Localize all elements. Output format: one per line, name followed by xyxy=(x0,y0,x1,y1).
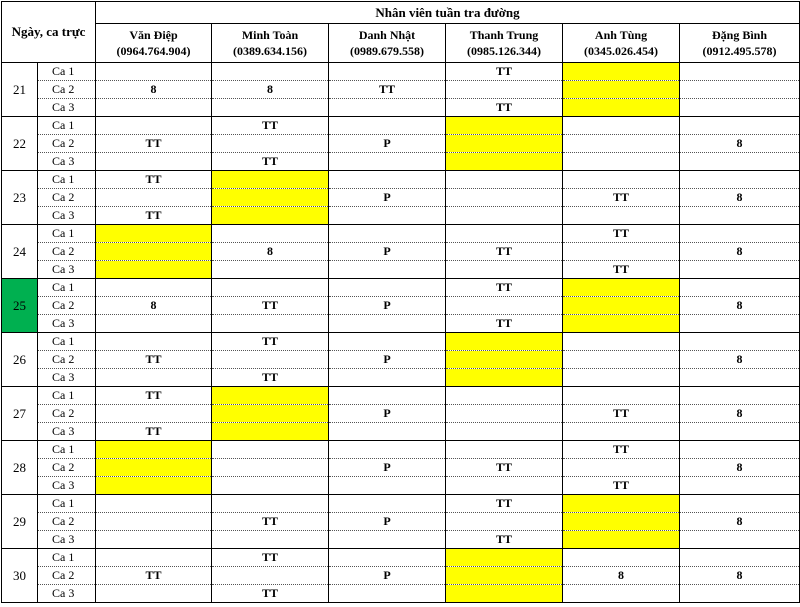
staff-phone: (0985.126.344) xyxy=(467,44,541,58)
duty-cell xyxy=(329,225,446,243)
duty-cell: P xyxy=(329,243,446,261)
shift-row xyxy=(2,171,800,189)
duty-cell: TT xyxy=(446,279,563,297)
off-day-cell xyxy=(212,207,329,225)
shift-row xyxy=(2,189,800,207)
shift-row xyxy=(2,405,800,423)
header-row-group xyxy=(2,2,800,24)
duty-cell: TT xyxy=(212,513,329,531)
duty-cell: TT xyxy=(563,477,680,495)
duty-cell xyxy=(212,459,329,477)
duty-cell xyxy=(329,315,446,333)
duty-cell: TT xyxy=(212,333,329,351)
staff-phone: (0389.634.156) xyxy=(233,44,307,58)
duty-cell xyxy=(96,99,212,117)
day-label: 25 xyxy=(2,279,38,333)
duty-cell xyxy=(563,585,680,603)
off-day-cell xyxy=(96,441,212,459)
day-label: 24 xyxy=(2,225,38,279)
corner-header: Ngày, ca trực xyxy=(2,2,96,63)
duty-cell: TT xyxy=(96,387,212,405)
duty-cell xyxy=(446,387,563,405)
duty-cell xyxy=(680,207,800,225)
shift-label: Ca 2 xyxy=(38,513,96,531)
off-day-cell xyxy=(563,99,680,117)
duty-cell: TT xyxy=(96,351,212,369)
duty-cell: P xyxy=(329,405,446,423)
shift-row xyxy=(2,81,800,99)
duty-cell: TT xyxy=(212,549,329,567)
day-label: 30 xyxy=(2,549,38,603)
staff-phone: (0912.495.578) xyxy=(702,44,777,58)
duty-cell xyxy=(329,477,446,495)
off-day-cell xyxy=(96,225,212,243)
off-day-cell xyxy=(446,117,563,135)
duty-cell xyxy=(329,387,446,405)
shift-label: Ca 2 xyxy=(38,351,96,369)
off-day-cell xyxy=(563,297,680,315)
off-day-cell xyxy=(96,243,212,261)
duty-cell xyxy=(563,423,680,441)
shift-row xyxy=(2,153,800,171)
duty-cell xyxy=(96,513,212,531)
duty-cell xyxy=(680,549,800,567)
shift-row xyxy=(2,477,800,495)
duty-cell: TT xyxy=(563,405,680,423)
duty-cell xyxy=(446,477,563,495)
day-label: 29 xyxy=(2,495,38,549)
shift-row xyxy=(2,459,800,477)
off-day-cell xyxy=(446,333,563,351)
duty-cell xyxy=(329,279,446,297)
duty-cell xyxy=(446,261,563,279)
duty-cell xyxy=(96,117,212,135)
shift-label: Ca 1 xyxy=(38,279,96,297)
off-day-cell xyxy=(96,459,212,477)
duty-cell xyxy=(329,117,446,135)
duty-cell: TT xyxy=(96,567,212,585)
day-label: 23 xyxy=(2,171,38,225)
shift-label: Ca 3 xyxy=(38,369,96,387)
staff-phone: (0964.764.904) xyxy=(116,44,191,58)
duty-cell xyxy=(212,531,329,549)
shift-label: Ca 1 xyxy=(38,441,96,459)
duty-cell xyxy=(96,585,212,603)
off-day-cell xyxy=(446,135,563,153)
off-day-cell xyxy=(563,279,680,297)
duty-cell xyxy=(563,387,680,405)
off-day-cell xyxy=(563,495,680,513)
duty-cell: TT xyxy=(212,297,329,315)
off-day-cell xyxy=(446,351,563,369)
duty-cell xyxy=(563,135,680,153)
duty-cell xyxy=(212,567,329,585)
duty-cell xyxy=(96,369,212,387)
duty-cell xyxy=(446,225,563,243)
shift-label: Ca 3 xyxy=(38,153,96,171)
staff-name: Anh Tùng xyxy=(594,28,648,42)
staff-header-5 xyxy=(680,24,800,63)
duty-cell xyxy=(680,387,800,405)
duty-cell xyxy=(212,225,329,243)
duty-cell xyxy=(329,99,446,117)
shift-label: Ca 1 xyxy=(38,333,96,351)
shift-label: Ca 3 xyxy=(38,477,96,495)
shift-row xyxy=(2,261,800,279)
shift-label: Ca 1 xyxy=(38,63,96,81)
duty-cell xyxy=(680,585,800,603)
shift-row xyxy=(2,135,800,153)
duty-cell xyxy=(680,63,800,81)
duty-roster-table xyxy=(1,1,800,603)
day-label: 22 xyxy=(2,117,38,171)
shift-label: Ca 2 xyxy=(38,81,96,99)
duty-cell xyxy=(680,495,800,513)
off-day-cell xyxy=(96,261,212,279)
shift-row xyxy=(2,279,800,297)
duty-cell xyxy=(563,153,680,171)
duty-cell xyxy=(680,117,800,135)
shift-label: Ca 1 xyxy=(38,117,96,135)
duty-cell xyxy=(96,153,212,171)
duty-cell xyxy=(96,189,212,207)
duty-cell: TT xyxy=(212,117,329,135)
duty-cell: P xyxy=(329,513,446,531)
shift-row xyxy=(2,99,800,117)
staff-phone: (0345.026.454) xyxy=(584,44,658,58)
duty-cell: TT xyxy=(212,153,329,171)
shift-row xyxy=(2,243,800,261)
shift-label: Ca 1 xyxy=(38,495,96,513)
duty-cell: P xyxy=(329,297,446,315)
duty-cell xyxy=(680,441,800,459)
duty-cell: TT xyxy=(446,99,563,117)
duty-cell xyxy=(96,549,212,567)
staff-header-3 xyxy=(446,24,563,63)
shift-label: Ca 2 xyxy=(38,189,96,207)
duty-cell: P xyxy=(329,459,446,477)
duty-cell xyxy=(96,531,212,549)
duty-cell xyxy=(96,63,212,81)
duty-cell xyxy=(680,171,800,189)
shift-row xyxy=(2,441,800,459)
off-day-cell xyxy=(212,189,329,207)
roster-body xyxy=(2,63,800,603)
duty-cell xyxy=(446,171,563,189)
duty-cell xyxy=(329,333,446,351)
duty-cell xyxy=(212,135,329,153)
duty-cell: TT xyxy=(563,225,680,243)
duty-cell: 8 xyxy=(680,459,800,477)
shift-label: Ca 3 xyxy=(38,531,96,549)
duty-cell: TT xyxy=(212,369,329,387)
duty-cell xyxy=(563,351,680,369)
duty-cell xyxy=(680,99,800,117)
day-label: 21 xyxy=(2,63,38,117)
duty-cell xyxy=(563,207,680,225)
duty-cell: TT xyxy=(96,423,212,441)
staff-name: Đặng Bình xyxy=(711,28,768,42)
staff-name: Danh Nhật xyxy=(358,28,416,42)
off-day-cell xyxy=(446,369,563,387)
duty-cell xyxy=(680,423,800,441)
duty-cell: TT xyxy=(563,189,680,207)
duty-cell xyxy=(680,261,800,279)
duty-cell: 8 xyxy=(680,189,800,207)
shift-row xyxy=(2,63,800,81)
duty-cell xyxy=(446,513,563,531)
duty-cell xyxy=(212,495,329,513)
duty-cell: P xyxy=(329,351,446,369)
off-day-cell xyxy=(563,81,680,99)
shift-label: Ca 3 xyxy=(38,207,96,225)
off-day-cell xyxy=(563,63,680,81)
duty-cell xyxy=(680,279,800,297)
duty-cell xyxy=(329,261,446,279)
duty-cell xyxy=(329,153,446,171)
off-day-cell xyxy=(212,171,329,189)
shift-row xyxy=(2,495,800,513)
duty-cell: TT xyxy=(212,585,329,603)
duty-cell xyxy=(680,477,800,495)
duty-cell: 8 xyxy=(212,243,329,261)
shift-row xyxy=(2,333,800,351)
staff-phone: (0989.679.558) xyxy=(350,44,424,58)
duty-cell xyxy=(212,315,329,333)
staff-header-4 xyxy=(563,24,680,63)
duty-cell xyxy=(563,171,680,189)
day-label: 28 xyxy=(2,441,38,495)
day-label: 26 xyxy=(2,333,38,387)
shift-label: Ca 1 xyxy=(38,387,96,405)
off-day-cell xyxy=(212,387,329,405)
shift-label: Ca 1 xyxy=(38,171,96,189)
duty-cell xyxy=(212,477,329,495)
duty-cell: TT xyxy=(446,243,563,261)
duty-cell: 8 xyxy=(680,135,800,153)
off-day-cell xyxy=(96,477,212,495)
shift-row xyxy=(2,387,800,405)
duty-cell xyxy=(680,531,800,549)
duty-cell xyxy=(446,441,563,459)
staff-group-header: Nhân viên tuần tra đường xyxy=(96,2,800,24)
shift-row xyxy=(2,207,800,225)
duty-cell xyxy=(680,153,800,171)
shift-label: Ca 3 xyxy=(38,99,96,117)
shift-row xyxy=(2,531,800,549)
duty-cell xyxy=(446,405,563,423)
duty-cell xyxy=(329,585,446,603)
duty-cell: P xyxy=(329,189,446,207)
duty-cell xyxy=(212,441,329,459)
staff-header-1 xyxy=(212,24,329,63)
off-day-cell xyxy=(563,315,680,333)
duty-cell xyxy=(680,369,800,387)
duty-cell: TT xyxy=(446,63,563,81)
duty-cell: TT xyxy=(446,315,563,333)
header-row-staff xyxy=(2,24,800,63)
duty-cell: TT xyxy=(96,135,212,153)
shift-row xyxy=(2,351,800,369)
duty-cell: 8 xyxy=(680,297,800,315)
duty-cell xyxy=(96,315,212,333)
shift-row xyxy=(2,117,800,135)
shift-label: Ca 2 xyxy=(38,135,96,153)
duty-cell xyxy=(96,405,212,423)
duty-cell xyxy=(563,459,680,477)
shift-label: Ca 2 xyxy=(38,567,96,585)
duty-cell xyxy=(563,369,680,387)
duty-cell xyxy=(329,423,446,441)
duty-cell xyxy=(212,261,329,279)
staff-name: Minh Toàn xyxy=(241,28,299,42)
shift-label: Ca 2 xyxy=(38,459,96,477)
duty-cell: P xyxy=(329,567,446,585)
shift-row xyxy=(2,567,800,585)
duty-cell xyxy=(680,225,800,243)
off-day-cell xyxy=(446,585,563,603)
duty-cell xyxy=(329,531,446,549)
shift-label: Ca 3 xyxy=(38,585,96,603)
shift-label: Ca 1 xyxy=(38,225,96,243)
duty-cell xyxy=(329,63,446,81)
duty-cell xyxy=(563,333,680,351)
shift-row xyxy=(2,315,800,333)
duty-cell: 8 xyxy=(680,405,800,423)
duty-cell xyxy=(212,63,329,81)
duty-cell xyxy=(446,189,563,207)
duty-cell: TT xyxy=(329,81,446,99)
shift-label: Ca 2 xyxy=(38,405,96,423)
duty-cell: TT xyxy=(446,459,563,477)
duty-cell: 8 xyxy=(563,567,680,585)
duty-cell xyxy=(329,171,446,189)
duty-cell: 8 xyxy=(680,351,800,369)
duty-cell xyxy=(446,297,563,315)
duty-cell xyxy=(96,279,212,297)
duty-cell xyxy=(680,315,800,333)
staff-name: Văn Điệp xyxy=(129,28,178,42)
duty-cell: TT xyxy=(563,441,680,459)
staff-name: Thanh Trung xyxy=(469,28,539,42)
duty-cell xyxy=(446,423,563,441)
shift-label: Ca 2 xyxy=(38,243,96,261)
duty-cell xyxy=(96,495,212,513)
duty-cell xyxy=(329,495,446,513)
shift-row xyxy=(2,423,800,441)
duty-cell xyxy=(446,207,563,225)
shift-row xyxy=(2,549,800,567)
off-day-cell xyxy=(563,531,680,549)
duty-cell: P xyxy=(329,135,446,153)
duty-cell: TT xyxy=(563,261,680,279)
shift-label: Ca 3 xyxy=(38,315,96,333)
shift-label: Ca 3 xyxy=(38,261,96,279)
staff-header-2 xyxy=(329,24,446,63)
shift-row xyxy=(2,297,800,315)
shift-row xyxy=(2,585,800,603)
off-day-cell xyxy=(212,405,329,423)
duty-cell xyxy=(329,207,446,225)
duty-cell: TT xyxy=(96,207,212,225)
duty-cell xyxy=(329,369,446,387)
shift-row xyxy=(2,369,800,387)
duty-cell xyxy=(563,243,680,261)
shift-row xyxy=(2,225,800,243)
duty-cell xyxy=(212,279,329,297)
duty-cell xyxy=(212,99,329,117)
off-day-cell xyxy=(563,513,680,531)
duty-cell xyxy=(680,81,800,99)
duty-cell: 8 xyxy=(96,81,212,99)
off-day-cell xyxy=(446,567,563,585)
duty-cell xyxy=(446,81,563,99)
shift-label: Ca 2 xyxy=(38,297,96,315)
staff-header-0 xyxy=(96,24,212,63)
duty-cell: TT xyxy=(446,495,563,513)
off-day-cell xyxy=(212,423,329,441)
duty-cell: 8 xyxy=(680,243,800,261)
off-day-cell xyxy=(446,549,563,567)
duty-cell: 8 xyxy=(680,513,800,531)
shift-row xyxy=(2,513,800,531)
off-day-cell xyxy=(446,153,563,171)
duty-cell xyxy=(329,549,446,567)
duty-cell xyxy=(212,351,329,369)
duty-cell: 8 xyxy=(96,297,212,315)
duty-cell xyxy=(96,333,212,351)
duty-cell xyxy=(329,441,446,459)
duty-cell xyxy=(563,549,680,567)
duty-cell xyxy=(680,333,800,351)
duty-cell: 8 xyxy=(212,81,329,99)
duty-cell xyxy=(563,117,680,135)
shift-label: Ca 1 xyxy=(38,549,96,567)
shift-label: Ca 3 xyxy=(38,423,96,441)
duty-cell: TT xyxy=(96,171,212,189)
duty-cell: 8 xyxy=(680,567,800,585)
duty-cell: TT xyxy=(446,531,563,549)
day-label: 27 xyxy=(2,387,38,441)
